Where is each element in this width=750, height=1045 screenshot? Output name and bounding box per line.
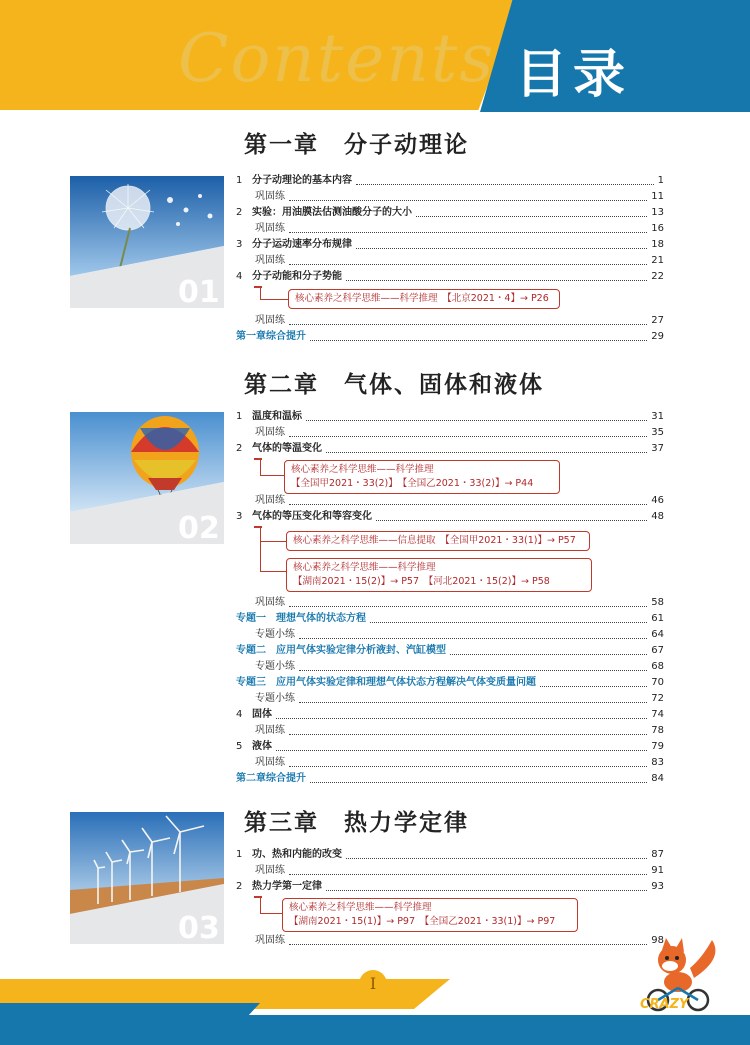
toc-row[interactable]: 巩固练 21 [255,255,664,266]
chapter-3-image [70,812,224,944]
toc-row[interactable]: 1 温度和温标 31 [236,411,664,422]
toc-row[interactable]: 2 气体的等温变化 37 [236,443,664,454]
toc-row[interactable]: 专题一 理想气体的状态方程 61 [236,613,664,624]
core-literacy-callout[interactable]: 核心素养之科学思维——科学推理 【北京2021・4】→ P26 [288,289,560,309]
chapter-1-badge: 01 [178,275,220,308]
toc-row[interactable]: 巩固练 27 [255,315,664,326]
callout-connector [260,528,286,542]
callout-connector [260,898,282,914]
toc-row[interactable]: 巩固练 16 [255,223,664,234]
toc-row[interactable]: 巩固练 83 [255,757,664,768]
toc-row[interactable]: 4 固体 74 [236,709,664,720]
callout-connector [260,570,286,572]
toc-row[interactable]: 3 气体的等压变化和等容变化 48 [236,511,664,522]
toc-row[interactable]: 巩固练 91 [255,865,664,876]
page-number: Ⅰ [359,970,387,998]
chapter-3-title: 第三章 热力学定律 [244,809,469,836]
toc-row[interactable]: 第二章综合提升 84 [236,773,664,784]
callout-connector [260,460,284,476]
chapter-2-badge: 02 [178,511,220,544]
chapter-1-title: 第一章 分子动理论 [244,131,469,158]
toc-row[interactable]: 专题二 应用气体实验定律分析液封、汽缸模型 67 [236,645,664,656]
toc-row[interactable]: 巩固练 35 [255,427,664,438]
toc-row[interactable]: 巩固练 78 [255,725,664,736]
toc-row[interactable]: 巩固练 58 [255,597,664,608]
toc-row[interactable]: 专题小练 64 [255,629,664,640]
core-literacy-callout[interactable]: 核心素养之科学思维——科学推理 【全国甲2021・33(2)】 【全国乙2021・33(2)】→ P44 [284,460,560,494]
toc-row[interactable]: 4 分子动能和分子势能 22 [236,271,664,282]
toc-row[interactable]: 1 功、热和内能的改变 87 [236,849,664,860]
toc-row[interactable]: 1 分子动理论的基本内容 1 [236,175,664,186]
toc-row[interactable]: 3 分子运动速率分布规律 18 [236,239,664,250]
mascot-label: CRAZY [640,997,689,1012]
page-title: 目录 [515,45,632,105]
toc-row[interactable]: 专题小练 72 [255,693,664,704]
toc-row[interactable]: 巩固练 98 [255,935,664,946]
callout-connector [260,288,288,300]
chapter-3-badge: 03 [178,911,220,944]
toc-row[interactable]: 专题小练 68 [255,661,664,672]
header-contents-watermark: Contents [178,20,496,97]
chapter-2-title: 第二章 气体、固体和液体 [244,371,544,398]
callout-connector [260,542,286,572]
toc-row[interactable]: 2 实验：用油膜法估测油酸分子的大小 13 [236,207,664,218]
footer-blue-band-right [190,1015,750,1045]
chapter-2-image [70,412,224,544]
toc-row[interactable]: 5 液体 79 [236,741,664,752]
core-literacy-callout[interactable]: 核心素养之科学思维——信息提取 【全国甲2021・33(1)】→ P57 [286,531,590,551]
toc-row[interactable]: 巩固练 11 [255,191,664,202]
core-literacy-callout[interactable]: 核心素养之科学思维——科学推理 【湖南2021・15(2)】→ P57 【河北2021・15(2)】→ P58 [286,558,592,592]
core-literacy-callout[interactable]: 核心素养之科学思维——科学推理 【湖南2021・15(1)】→ P97 【全国乙2021・33(1)】→ P97 [282,898,578,932]
toc-row[interactable]: 巩固练 46 [255,495,664,506]
toc-row[interactable]: 专题三 应用气体实验定律和理想气体状态方程解决气体变质量问题 70 [236,677,664,688]
chapter-1-image [70,176,224,308]
toc-row[interactable]: 2 热力学第一定律 93 [236,881,664,892]
toc-row[interactable]: 第一章综合提升 29 [236,331,664,342]
